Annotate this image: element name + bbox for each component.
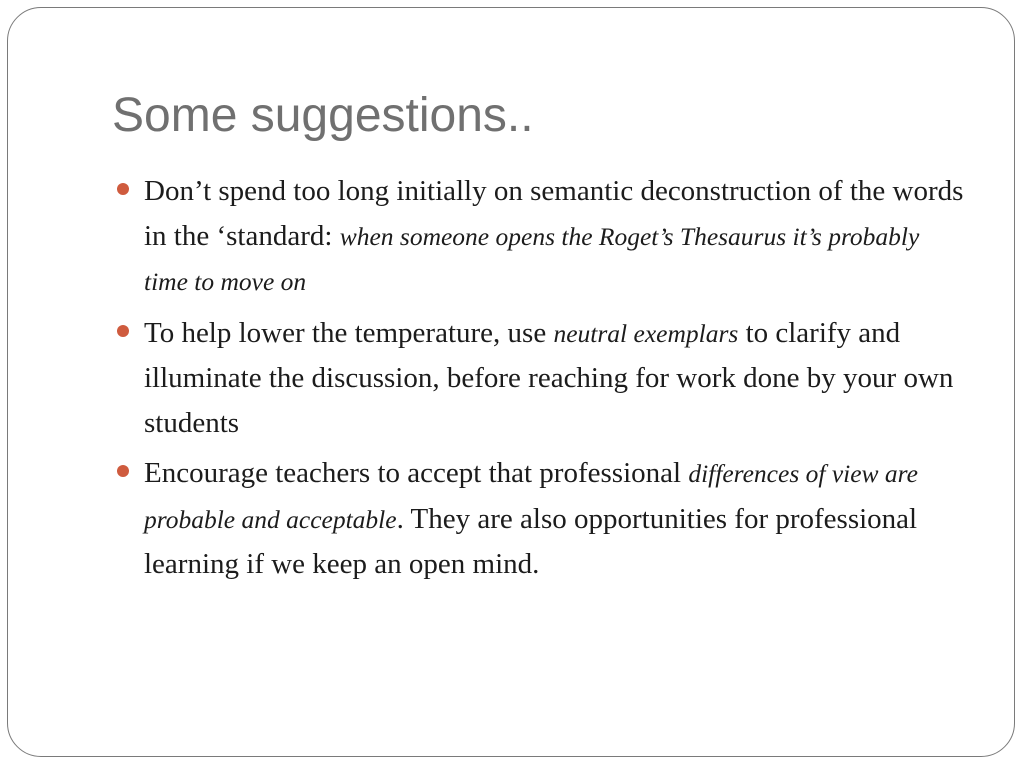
- bullet-3-trailing-text: . They are also opportunities for professional learning if we keep an open mind.: [144, 502, 918, 580]
- slide-title: Some suggestions..: [112, 89, 534, 142]
- bullet-2-italic-text: neutral exemplars: [553, 318, 739, 348]
- bullet-dot-icon: [117, 183, 129, 195]
- bullet-1-text: Don’t spend too long initially on semantic deconstruction of the words in the ‘standard:: [144, 175, 964, 252]
- bullet-3-text: Encourage teachers to accept that professional: [144, 457, 689, 489]
- bullet-item-3: [0, 451, 1024, 587]
- bullet-dot-icon: [117, 465, 129, 477]
- bullet-item-2: [0, 311, 1024, 446]
- bullet-2-text: To help lower the temperature, use: [144, 316, 554, 349]
- bullet-2-trailing-text: to clarify and illuminate the discussion, before reaching for work done by your own students: [144, 316, 954, 439]
- bullet-1-italic-text: when someone opens the Roget’s Thesaurus it’s probably time to move on: [144, 221, 920, 296]
- bullet-item-1: [0, 169, 1024, 305]
- bullet-list: [0, 169, 1024, 593]
- bullet-3-italic-text: differences of view are probable and acceptable: [144, 459, 918, 534]
- bullet-dot-icon: [117, 325, 129, 337]
